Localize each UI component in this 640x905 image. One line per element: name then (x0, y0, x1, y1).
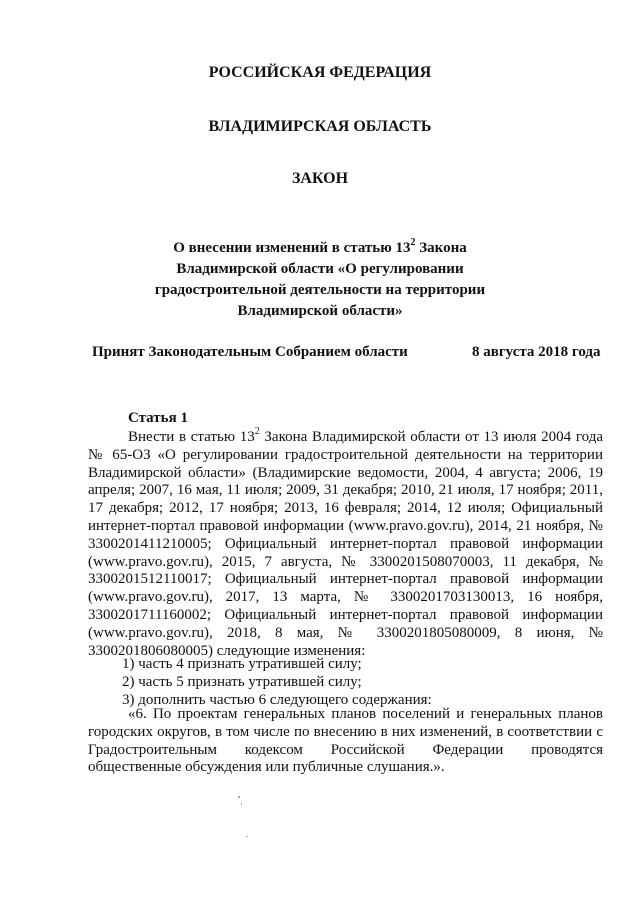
law-title-line-2: Владимирской области «О регулировании (176, 261, 464, 277)
article-intro-paragraph: Внести в статью $13^2$ Закона Владимирской области от 13 июля 2004 года № 65-ОЗ «О регулировании градостроительной деятельности на территории Владимирской области» (Владимирские ведомости, 2004, 4 августа; 2006, 19 апреля; 2007, 16 мая, 11 июля; 2009, 31 декабря; 2010, 21 июля, 17 ноября; 2011, 17 декабря; 2012, 17 ноября; 2013, 16 февраля; 2014, 12 июля; Официальный интернет-портал правовой информации (www.pravo.gov.ru), 2014, 21 ноября, № 3300201411210005; Официальный интернет-портал правовой информации (www.pravo.gov.ru), 2015, 7 августа, № 3300201508070003, 11 декабря, № 3300201512110017; Официальный интернет-портал правовой информации (www.pravo.gov.ru), 2017, 13 марта, № 3300201703130013, 16 ноября, 3300201711160002; Официальный интернет-портал правовой информации (www.pravo.gov.ru), 2018, 8 мая, № 3300201805080009, 8 июня, № 3300201806080005) следующие изменения: (88, 426, 603, 659)
list-item: 3) дополнить частью 6 следующего содержания: (122, 691, 432, 708)
law-title (140, 238, 500, 322)
scan-speck (246, 836, 248, 837)
list-item: 2) часть 5 признать утратившей силу; (122, 673, 362, 690)
adopted-date: 8 августа 2018 года (472, 344, 601, 360)
law-title-line-3: градостроительной деятельности на территории (154, 282, 486, 298)
country-heading: РОССИЙСКАЯ ФЕДЕРАЦИЯ (208, 64, 432, 81)
scan-speck (238, 796, 240, 798)
article-heading: Статья 1 (128, 410, 188, 426)
amendment-list (88, 656, 603, 709)
document-type-heading: ЗАКОН (291, 170, 349, 187)
list-item: 1) часть 4 признать утратившей силу; (122, 656, 362, 672)
adopted-by: Принят Законодательным Собранием области (92, 344, 408, 360)
scan-speck (241, 803, 242, 805)
new-part-paragraph: «6. По проектам генеральных планов поселений и генеральных планов городских округов, в том числе по внесению в них изменений, в соответствии с Градостроительным кодексом Российской Федерации проводятся общественные обсуждения или публичные слушания.». (88, 706, 603, 776)
law-title-line-4: Владимирской области» (237, 303, 403, 319)
law-title-line-1: О внесении изменений в статью $13^2$ Закона (173, 237, 467, 256)
region-heading: ВЛАДИМИРСКАЯ ОБЛАСТЬ (208, 118, 432, 135)
